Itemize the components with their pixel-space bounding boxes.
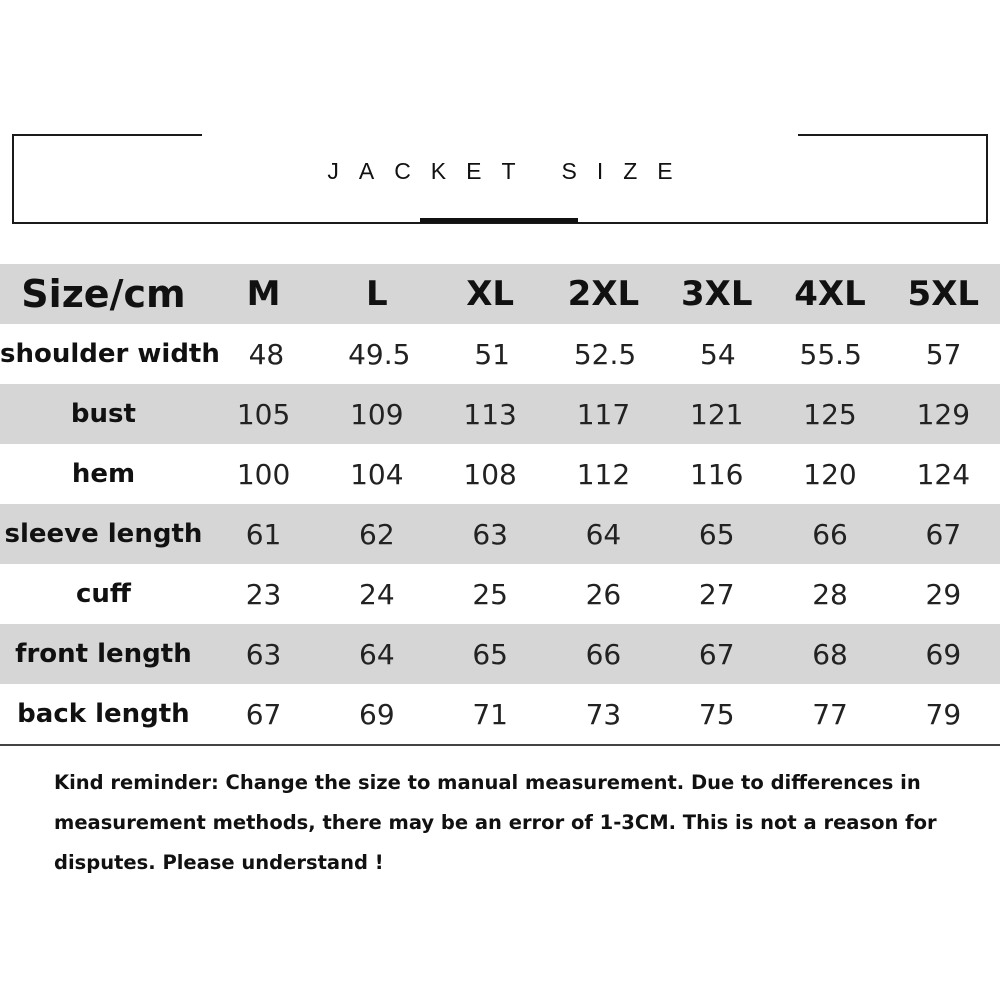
row-label: cuff [75, 579, 131, 609]
table-cell: 67 [245, 697, 282, 731]
row-label: hem [71, 459, 136, 489]
table-row [0, 444, 1000, 504]
table-cell: 108 [463, 457, 517, 491]
table-cell: 27 [698, 577, 735, 611]
table-row [0, 384, 1000, 444]
table-row [0, 564, 1000, 624]
table-cell: 52.5 [573, 337, 637, 371]
table-cell: 73 [585, 697, 622, 731]
size-table [0, 264, 1000, 746]
row-label: sleeve length [4, 519, 203, 549]
table-cell: 64 [359, 637, 395, 671]
table-cell: 66 [585, 637, 622, 671]
table-cell: 69 [359, 697, 395, 731]
table-cell: 120 [803, 457, 857, 491]
row-label: bust [70, 399, 136, 429]
frame-top-left-line [12, 134, 202, 136]
table-cell: 113 [463, 397, 517, 431]
table-cell: 67 [925, 517, 962, 551]
table-row [0, 624, 1000, 684]
table-cell: 54 [700, 337, 736, 371]
table-cell: 117 [576, 397, 631, 431]
table-row [0, 504, 1000, 564]
table-cell: 65 [472, 637, 508, 671]
table-cell: 79 [925, 697, 962, 731]
table-cell: 25 [472, 577, 508, 611]
table-cell: 67 [698, 637, 735, 671]
table-cell: 69 [925, 637, 962, 671]
table-header-row [0, 264, 1000, 324]
table-cell: 24 [359, 577, 395, 611]
size-header: XL [466, 274, 515, 314]
reminder-note: Kind reminder: Change the size to manual measurement. Due to differences in measurement methods, there may be an error of 1-3CM. This is not a reason for disputes. Please understand ! [54, 771, 937, 874]
table-cell: 63 [245, 637, 282, 671]
table-cell: 125 [803, 397, 857, 431]
frame-top-right-line [798, 134, 988, 136]
table-cell: 77 [812, 697, 848, 731]
size-header: M [246, 274, 281, 314]
table-cell: 129 [916, 397, 971, 431]
frame-right-line [986, 134, 988, 224]
table-cell: 121 [690, 397, 744, 431]
table-cell: 49.5 [348, 337, 411, 371]
size-header: 3XL [680, 274, 753, 314]
table-cell: 75 [698, 697, 735, 731]
table-cell: 26 [585, 577, 622, 611]
table-cell: 64 [585, 517, 622, 551]
table-cell: 48 [248, 337, 285, 371]
table-cell: 105 [236, 397, 291, 431]
size-header: 5XL [907, 274, 980, 314]
row-label: shoulder width [0, 339, 220, 369]
table-cell: 28 [812, 577, 848, 611]
table-cell: 124 [916, 457, 971, 491]
table-cell: 109 [350, 397, 404, 431]
size-header: 2XL [567, 274, 640, 314]
table-cell: 51 [474, 337, 510, 371]
size-header: L [366, 274, 388, 314]
table-cell: 104 [350, 457, 404, 491]
table-cell: 116 [690, 457, 744, 491]
title-underline-accent [420, 218, 578, 223]
row-label: front length [15, 639, 192, 669]
table-cell: 66 [812, 517, 848, 551]
table-cell: 61 [245, 517, 282, 551]
size-header: 4XL [794, 274, 866, 314]
table-cell: 62 [359, 517, 395, 551]
table-cell: 23 [245, 577, 282, 611]
corner-label: Size/cm [21, 272, 186, 316]
table-cell: 71 [472, 697, 508, 731]
table-cell: 57 [925, 337, 962, 371]
table-cell: 112 [576, 457, 631, 491]
frame-left-line [12, 134, 14, 224]
page-title: JACKET SIZE [327, 158, 693, 184]
table-cell: 68 [812, 637, 848, 671]
row-label: back length [17, 699, 190, 729]
table-cell: 100 [236, 457, 291, 491]
table-row [0, 684, 1000, 746]
table-cell: 63 [472, 517, 508, 551]
table-row [0, 324, 1000, 384]
table-cell: 29 [925, 577, 962, 611]
table-cell: 55.5 [799, 337, 862, 371]
table-cell: 65 [698, 517, 735, 551]
